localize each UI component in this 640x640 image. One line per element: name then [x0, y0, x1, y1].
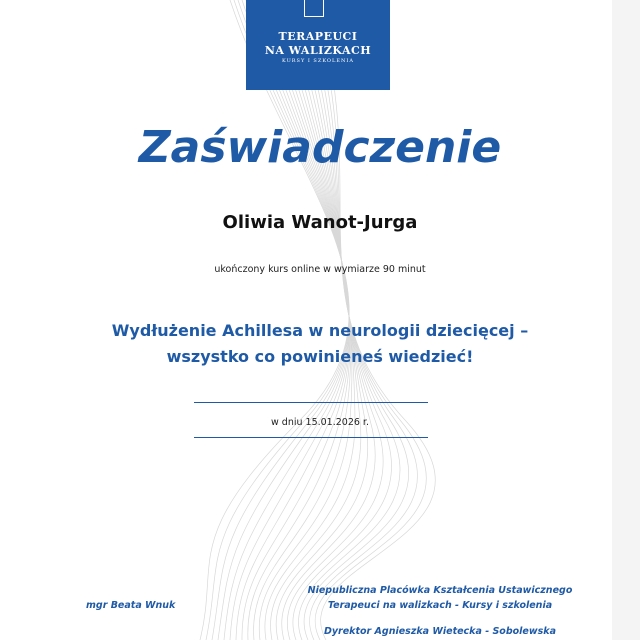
logo-line-1: TERAPEUCI [278, 30, 358, 43]
suitcase-door-icon [304, 0, 324, 17]
organization-line-1: Niepubliczna Placówka Kształcenia Ustawicznego [307, 585, 573, 596]
recipient-name: Oliwia Wanot-Jurga [222, 212, 418, 233]
certificate-title: Zaświadczenie [138, 122, 502, 173]
signatory-left: mgr Beata Wnuk [86, 600, 176, 611]
logo-line-2: NA WALIZKACH [264, 44, 372, 57]
logo [246, 0, 390, 90]
logo-line-3: KURSY I SZKOLENIA [282, 58, 354, 64]
director-signature: Dyrektor Agnieszka Wietecka - Sobolewska [323, 626, 557, 637]
divider-bottom [194, 437, 428, 438]
course-title [0, 318, 640, 370]
course-title-line-2: wszystko co powinieneś wiedzieć! [166, 347, 474, 366]
organization-line-2: Terapeuci na walizkach - Kursy i szkolenia [327, 600, 553, 611]
completion-text: ukończony kurs online w wymiarze 90 minut [214, 264, 426, 275]
course-title-line-1: Wydłużenie Achillesa w neurologii dziecięcej – [111, 321, 529, 340]
divider-top [194, 402, 428, 403]
date-text: w dniu 15.01.2026 r. [271, 417, 369, 428]
